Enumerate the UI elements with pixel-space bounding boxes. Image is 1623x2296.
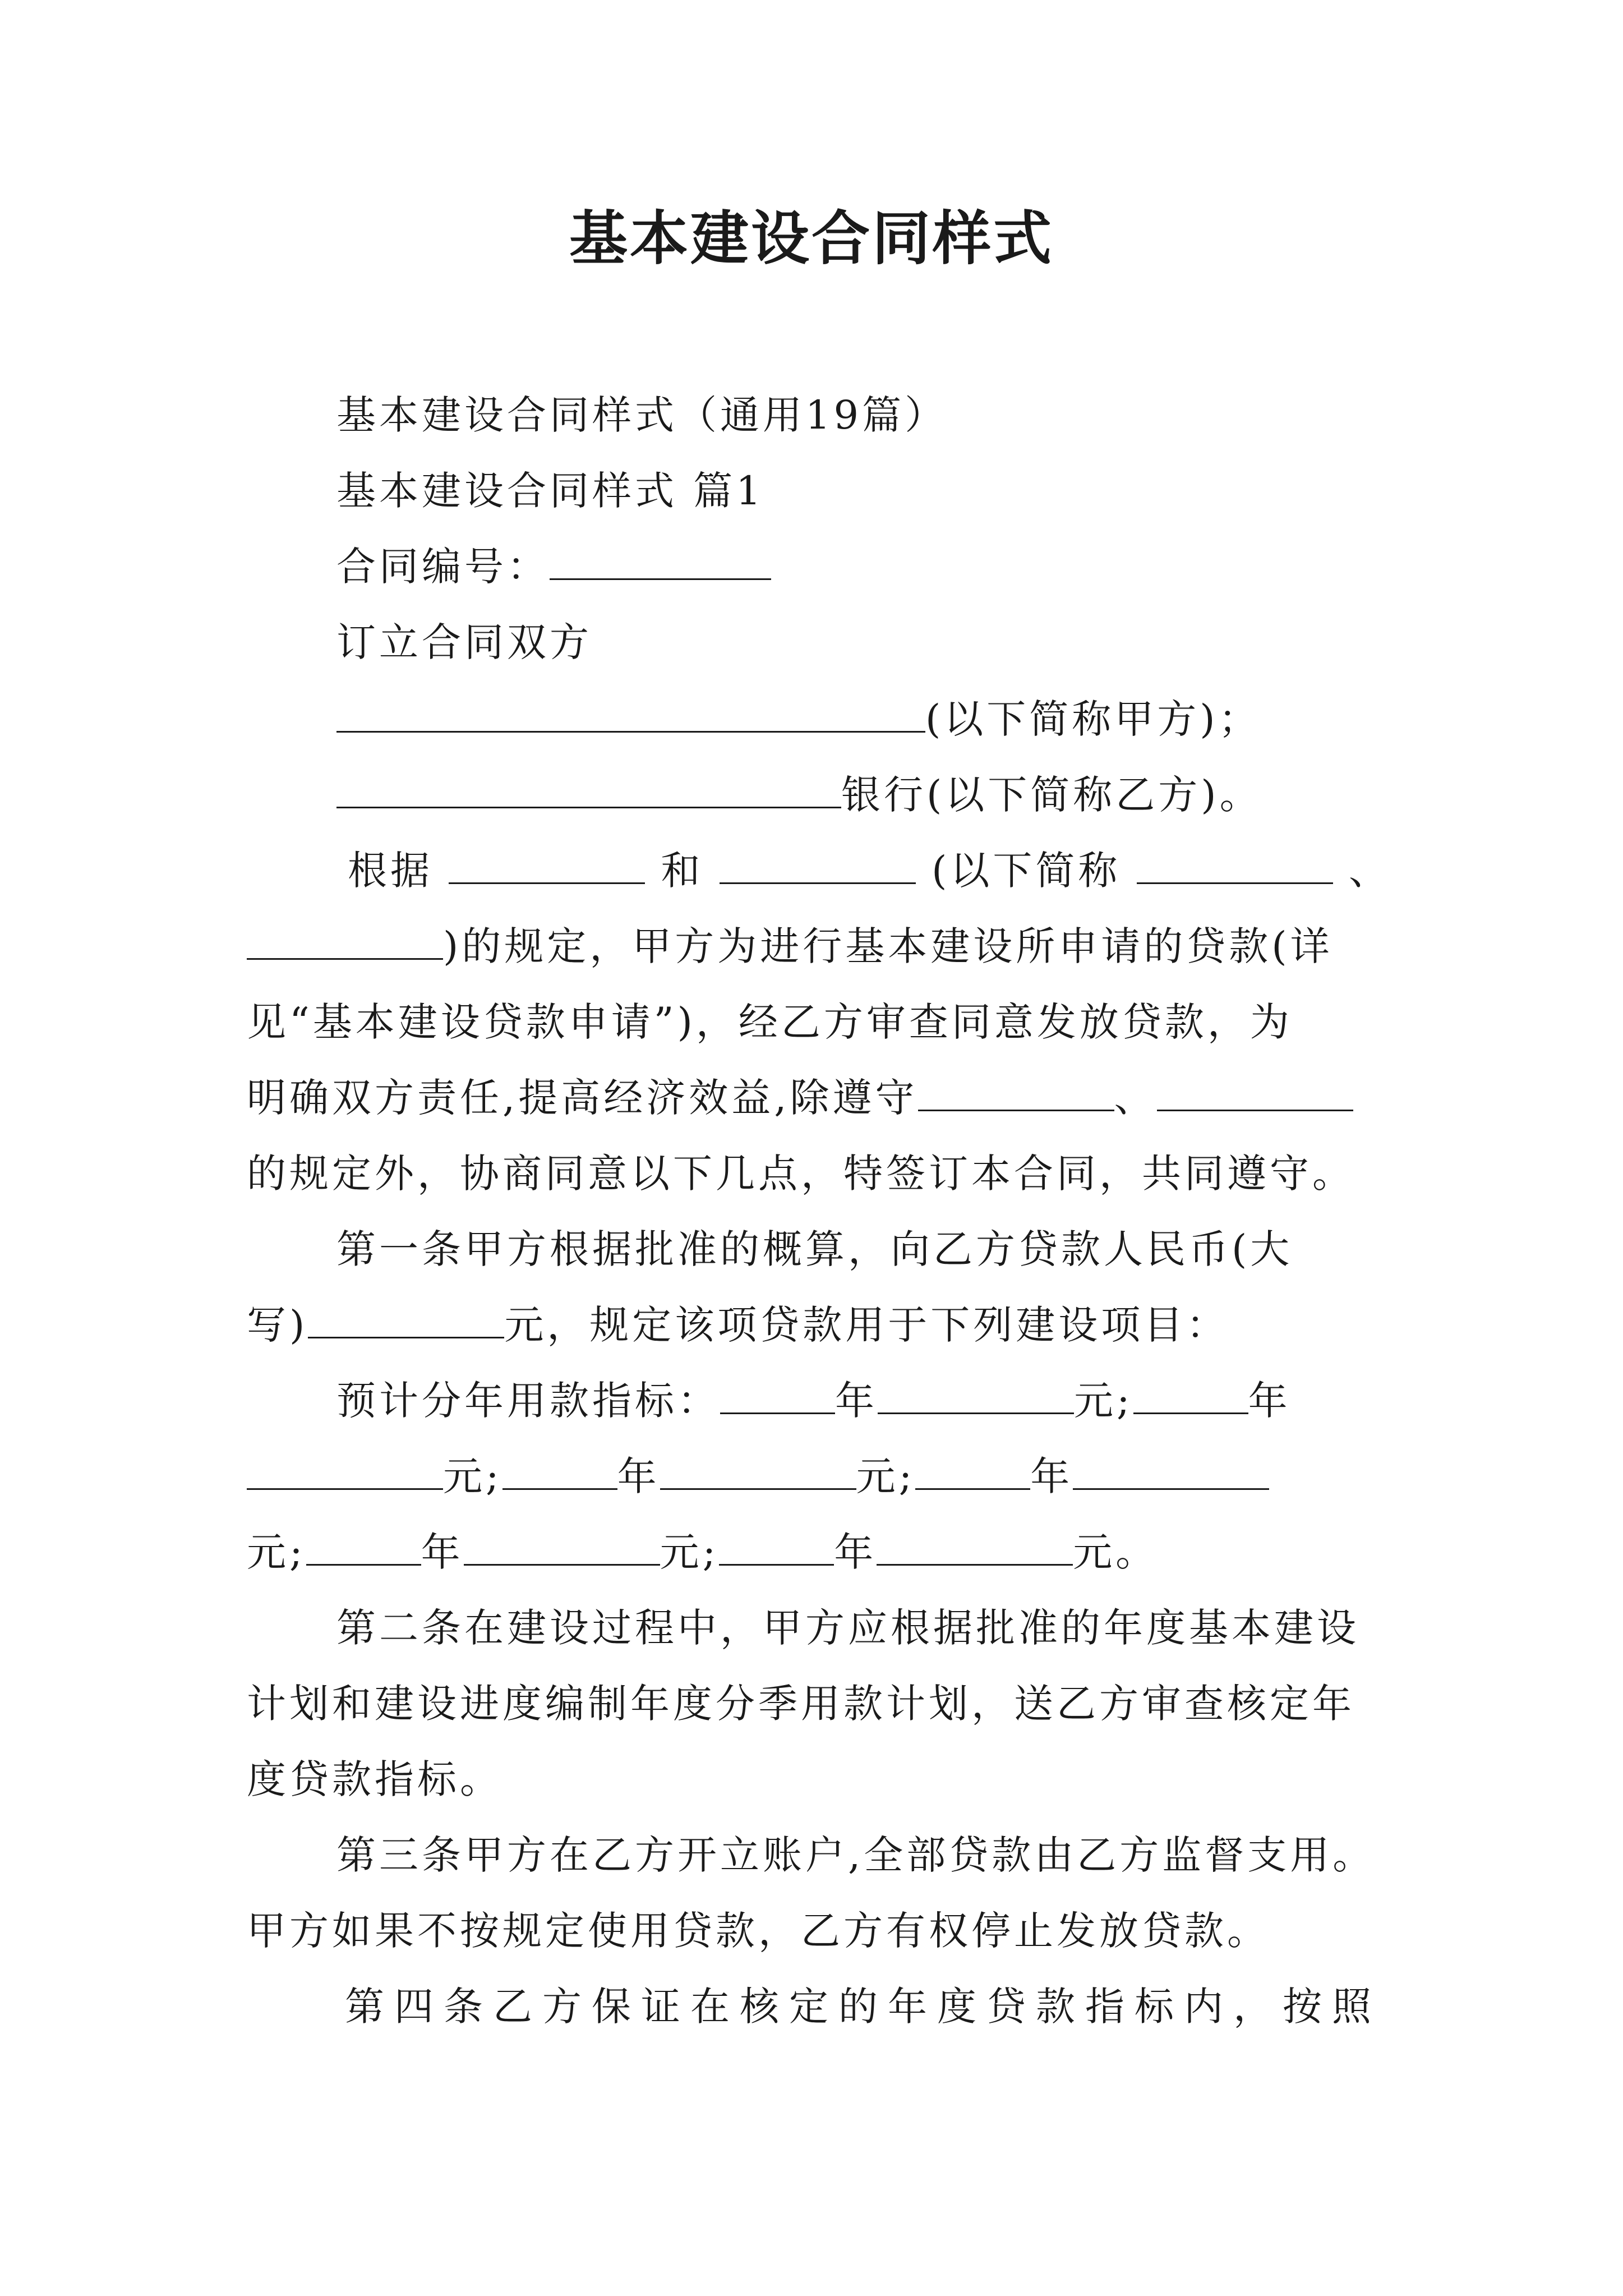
preamble-word-gen: 根据 [348, 848, 433, 894]
contract-number-blank[interactable] [550, 539, 771, 580]
contract-number-row [336, 539, 1391, 595]
schedule-yuan-unit: 元; [443, 1453, 502, 1499]
preamble-blank-6[interactable] [1157, 1070, 1353, 1111]
party-b-suffix: 银行(以下简称乙方)。 [841, 772, 1262, 818]
article-3-line-1: 第三条甲方在乙方开立账户,全部贷款由乙方监督支用。 [336, 1832, 1376, 1878]
preamble-line-3: 见“基本建设贷款申请”)，经乙方审查同意发放贷款，为 [247, 999, 1293, 1045]
preamble-blank-4[interactable] [247, 919, 443, 960]
party-a-row [336, 691, 1391, 747]
schedule-year-blank-5[interactable] [306, 1525, 421, 1566]
article-1-text-a: 写) [247, 1302, 308, 1348]
article-1-text-b: 元，规定该项贷款用于下列建设项目： [504, 1302, 1229, 1348]
preamble-text-4b: 、 [1114, 1075, 1157, 1121]
party-a-suffix: (以下简称甲方)； [925, 696, 1261, 742]
preamble-text-4a: 明确双方责任,提高经济效益,除遵守 [247, 1075, 918, 1121]
document-title: 基本建设合同样式 [569, 204, 1054, 273]
schedule-amount-blank-4[interactable] [1073, 1449, 1269, 1490]
schedule-year-blank-4[interactable] [915, 1449, 1030, 1490]
schedule-amount-blank-1[interactable] [878, 1373, 1074, 1414]
schedule-yuan-unit: 元; [247, 1529, 306, 1575]
section-heading: 基本建设合同样式 篇1 [336, 468, 764, 514]
article-2-line-1: 第二条在建设过程中，甲方应根据批准的年度基本建设 [336, 1605, 1359, 1651]
schedule-year-unit: 年 [834, 1529, 877, 1575]
loan-amount-blank[interactable] [308, 1297, 504, 1338]
preamble-line-4 [247, 1070, 1391, 1126]
schedule-year-blank-3[interactable] [502, 1449, 617, 1490]
schedule-year-unit: 年 [617, 1453, 660, 1499]
schedule-year-blank-6[interactable] [719, 1525, 834, 1566]
schedule-year-unit: 年 [835, 1378, 878, 1424]
party-b-blank[interactable] [336, 767, 841, 808]
preamble-text-2: )的规定，甲方为进行基本建设所申请的贷款(详 [443, 923, 1333, 969]
schedule-yuan-unit: 元; [856, 1453, 916, 1499]
schedule-amount-blank-3[interactable] [660, 1449, 856, 1490]
schedule-yuan-unit: 元; [660, 1529, 720, 1575]
schedule-line-1 [336, 1373, 1391, 1429]
contract-number-label: 合同编号： [336, 544, 550, 590]
preamble-blank-5[interactable] [918, 1070, 1114, 1111]
preamble-blank-2[interactable] [720, 843, 916, 884]
article-4-line-1: 第四条乙方保证在核定的年度贷款指标内，按照 [345, 1984, 1381, 2030]
schedule-amount-blank-2[interactable] [247, 1449, 443, 1490]
schedule-year-blank-2[interactable] [1133, 1373, 1248, 1414]
party-a-blank[interactable] [336, 692, 925, 733]
article-3-line-2: 甲方如果不按规定使用贷款，乙方有权停止发放贷款。 [247, 1908, 1270, 1954]
parties-label: 订立合同双方 [336, 619, 592, 665]
schedule-year-blank-1[interactable] [720, 1373, 835, 1414]
preamble-blank-3[interactable] [1137, 843, 1333, 884]
schedule-yuan-unit: 元; [1074, 1378, 1133, 1424]
preamble-word-dun: 、 [1348, 848, 1391, 894]
schedule-year-unit: 年 [1248, 1378, 1291, 1424]
preamble-word-abbr: (以下简称 [932, 848, 1121, 894]
schedule-amount-blank-5[interactable] [464, 1525, 660, 1566]
schedule-year-unit: 年 [1030, 1453, 1073, 1499]
schedule-line-3 [247, 1524, 1391, 1580]
preamble-line-2 [247, 918, 1391, 974]
party-b-row [336, 767, 1391, 823]
preamble-blank-1[interactable] [449, 843, 645, 884]
preamble-line-5: 的规定外，协商同意以下几点，特签订本合同，共同遵守。 [247, 1151, 1355, 1197]
article-1-line-1: 第一条甲方根据批准的概算，向乙方贷款人民币(大 [336, 1226, 1293, 1272]
schedule-line-2 [247, 1448, 1391, 1504]
schedule-yuan-end: 元。 [1073, 1529, 1159, 1575]
article-2-line-3: 度贷款指标。 [247, 1756, 502, 1802]
article-2-line-2: 计划和建设进度编制年度分季用款计划，送乙方审查核定年 [247, 1681, 1355, 1727]
document-subtitle: 基本建设合同样式（通用19篇） [336, 392, 948, 438]
preamble-word-he: 和 [661, 848, 704, 894]
article-1-line-2 [247, 1297, 1391, 1353]
schedule-amount-blank-6[interactable] [877, 1525, 1073, 1566]
schedule-label: 预计分年用款指标： [336, 1378, 720, 1424]
preamble-line-1 [348, 843, 1391, 899]
schedule-year-unit: 年 [421, 1529, 464, 1575]
